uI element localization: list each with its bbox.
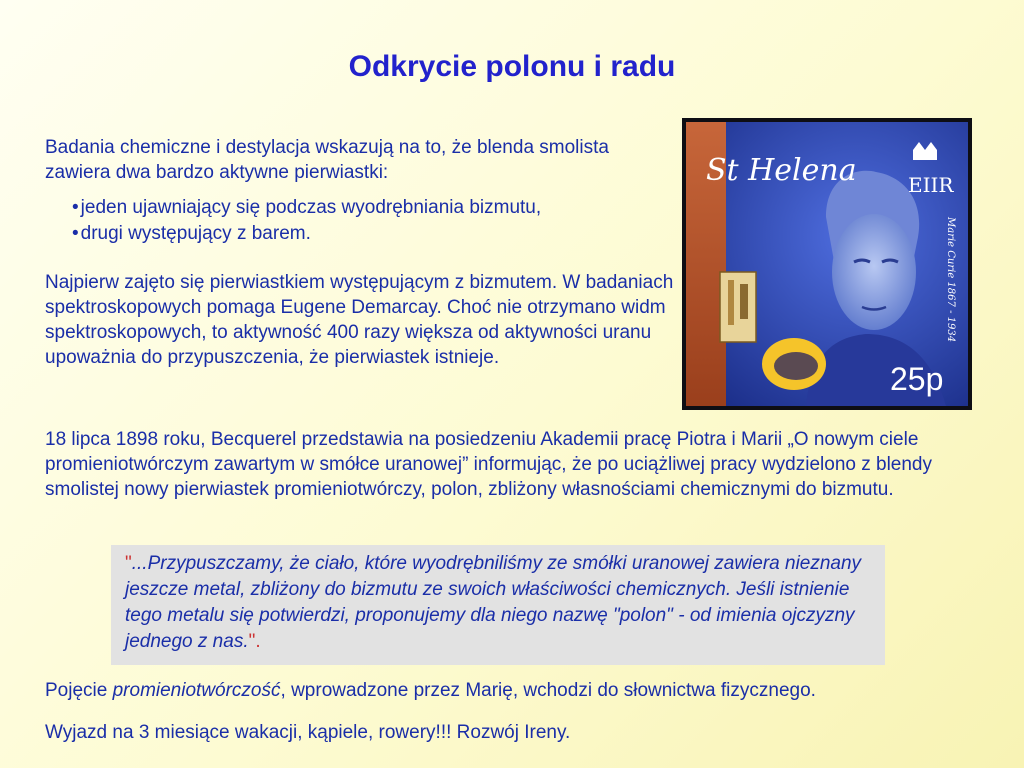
becquerel-presentation-paragraph: 18 lipca 1898 roku, Becquerel przedstawia na posiedzeniu Akademii pracę Piotra i Marii „O nowym ciele promieniotwórczym zawartym w smółce uranowej” informując, że po uciążliwej pracy wydzielono z blendy smolistej nowy pierwiastek promieniotwórczy, polon, zbliżony własnościami chemicznymi do bizmutu. xyxy=(45,429,932,500)
stamp-country: St Helena xyxy=(706,153,857,188)
portrait-face xyxy=(832,214,916,330)
quote-close-mark: ". xyxy=(248,631,261,652)
stamp-value: 25p xyxy=(890,361,944,397)
laboratory-apparatus-icon xyxy=(720,272,756,342)
apparatus-detail-icon xyxy=(740,284,748,319)
quote-text: ...Przypuszczamy, że ciało, które wyodrębniliśmy ze smółki uranowej zawiera nieznany jeszcze metal, zbliżony do bizmutu ze swoich właściwości chemicznych. Jeśli istnienie tego metalu się potwierdzi, proponujemy dla niego nazwę "polon" - od imienia ojczyzny jednego z nas. xyxy=(125,553,862,652)
vacation-paragraph: Wyjazd na 3 miesiące wakacji, kąpiele, rowery!!! Rozwój Ireny. xyxy=(45,722,571,743)
term-outro-text: , wprowadzone przez Marię, wchodzi do słownictwa fizycznego. xyxy=(280,680,816,701)
term-radioactivity: promieniotwórczość xyxy=(112,680,281,701)
quote-open-mark: " xyxy=(125,553,132,574)
list-item: • drugi występujący z barem. xyxy=(72,221,672,247)
stamp-subject: Marie Curie 1867 - 1934 xyxy=(945,217,956,343)
element-list xyxy=(72,195,672,247)
marie-curie-stamp xyxy=(682,118,972,410)
stamp-image xyxy=(686,122,968,406)
ore-detail-icon xyxy=(774,352,818,380)
page-title: Odkrycie polonu i radu xyxy=(348,50,676,83)
apparatus-detail-icon xyxy=(728,280,734,325)
term-intro-text: Pojęcie xyxy=(45,680,113,701)
polonium-research-paragraph: Najpierw zajęto się pierwiastkiem występującym z bizmutem. W badaniach spektroskopowych pomaga Eugene Demarcay. Choć nie otrzymano widm spektroskopowych, to aktywność 400 razy większa od aktywności uranu upoważnia do przypuszczenia, że pierwiastek istnieje. xyxy=(45,272,674,368)
curie-quote-box xyxy=(111,545,885,665)
intro-paragraph: Badania chemiczne i destylacja wskazują na to, że blenda smolista zawiera dwa bardzo aktywne pierwiastki: xyxy=(45,137,609,183)
stamp-cypher: EIIR xyxy=(908,173,954,197)
radioactivity-term-paragraph xyxy=(45,678,995,703)
list-item: • jeden ujawniający się podczas wyodrębniania bizmutu, xyxy=(72,195,672,221)
